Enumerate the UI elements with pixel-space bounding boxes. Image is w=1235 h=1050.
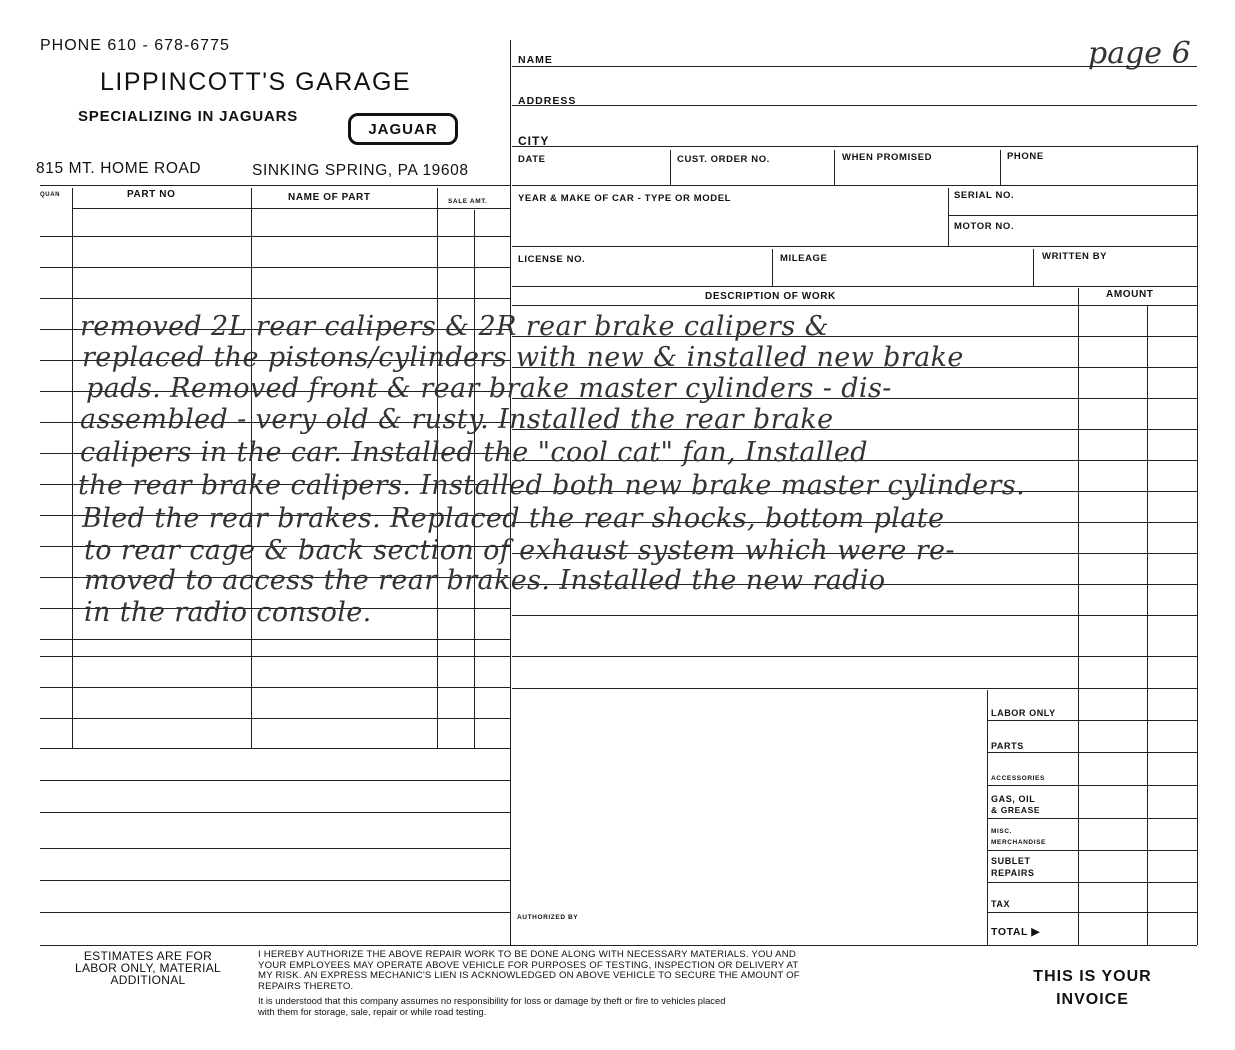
grease-label: & GREASE xyxy=(991,805,1041,815)
shop-phone: PHONE 610 - 678-6775 xyxy=(40,37,230,54)
form-rule xyxy=(40,848,510,849)
form-rule xyxy=(40,748,510,749)
handwritten-line: to rear cage & back section of exhaust system which were re- xyxy=(84,535,955,566)
rule xyxy=(512,66,1197,67)
license-no-label: LICENSE NO. xyxy=(518,254,586,265)
quan-header: QUAN xyxy=(40,192,61,198)
form-rule xyxy=(40,656,510,657)
form-rule xyxy=(40,812,510,813)
rule xyxy=(437,188,438,748)
form-rule xyxy=(40,687,510,688)
total-label: TOTAL ▶ xyxy=(991,926,1041,938)
cust-order-label: CUST. ORDER NO. xyxy=(677,154,770,165)
sublet-label: SUBLET xyxy=(991,856,1031,866)
when-promised-label: WHEN PROMISED xyxy=(842,152,933,163)
rule xyxy=(987,690,988,945)
business-name: LIPPINCOTT'S GARAGE xyxy=(100,68,412,96)
city-label: CITY xyxy=(518,134,550,148)
rule xyxy=(72,208,510,209)
handwritten-line: calipers in the car. Installed the "cool cat" fan, Installed xyxy=(80,437,868,468)
rule xyxy=(948,215,1197,216)
handwritten-line: the rear brake calipers. Installed both new brake master cylinders. xyxy=(78,470,1026,501)
authorization-line: REPAIRS THERETO. xyxy=(258,980,354,992)
estimates-line: LABOR ONLY, MATERIAL xyxy=(74,961,222,975)
form-rule xyxy=(512,656,1197,657)
jaguar-logo-text: JAGUAR xyxy=(368,120,438,138)
address-label: ADDRESS xyxy=(518,95,577,107)
authorization-text xyxy=(258,950,983,992)
rule xyxy=(1033,249,1034,286)
repairs-label: REPAIRS xyxy=(991,868,1035,878)
motor-no-label: MOTOR NO. xyxy=(954,221,1015,232)
form-rule xyxy=(40,912,510,913)
handwritten-line: assembled - very old & rusty. Installed the rear brake xyxy=(80,404,834,435)
rule xyxy=(512,286,1197,287)
tax-label: TAX xyxy=(991,899,1011,909)
form-rule xyxy=(987,912,1197,913)
rule xyxy=(40,185,510,186)
invoice-line: INVOICE xyxy=(1056,991,1129,1008)
form-rule xyxy=(987,850,1197,851)
handwritten-line: pads. Removed front & rear brake master cylinders - dis- xyxy=(86,373,892,404)
rule xyxy=(512,105,1197,106)
rule xyxy=(40,945,1197,946)
rule xyxy=(772,249,773,286)
form-rule xyxy=(40,236,510,237)
rule xyxy=(512,146,1197,147)
handwritten-line: Bled the rear brakes. Replaced the rear shocks, bottom plate xyxy=(82,503,945,534)
rule xyxy=(1000,150,1001,185)
business-specialty: SPECIALIZING IN JAGUARS xyxy=(78,108,299,125)
serial-no-label: SERIAL NO. xyxy=(954,190,1015,201)
handwritten-line: replaced the pistons/cylinders with new & installed new brake xyxy=(82,342,964,373)
labor-only-label: LABOR ONLY xyxy=(991,708,1056,718)
part-no-header: PART NO xyxy=(127,189,176,200)
rule xyxy=(512,305,1197,306)
form-rule xyxy=(40,780,510,781)
estimates-line: ADDITIONAL xyxy=(110,973,186,987)
authorization-line: MY RISK. AN EXPRESS MECHANIC'S LIEN IS ACKNOWLEDGED ON ABOVE VEHICLE TO SECURE THE AMOUNT OF xyxy=(258,970,800,981)
handwritten-line: removed 2L rear calipers & 2R rear brake calipers & xyxy=(80,311,830,342)
form-rule xyxy=(40,639,510,640)
description-of-work-header: DESCRIPTION OF WORK xyxy=(705,291,836,302)
form-rule xyxy=(40,267,510,268)
invoice-note xyxy=(1005,965,1180,1011)
liability-line: It is understood that this company assumes no responsibility for loss or damage by theft or fire to vehicles placed xyxy=(258,995,726,1006)
form-rule xyxy=(40,880,510,881)
form-rule xyxy=(987,785,1197,786)
rule xyxy=(72,188,73,748)
rule xyxy=(1078,288,1079,945)
mileage-label: MILEAGE xyxy=(780,253,828,264)
parts-label: PARTS xyxy=(991,741,1024,751)
shop-address: 815 MT. HOME ROAD xyxy=(36,160,202,177)
rule xyxy=(834,150,835,185)
gas-oil-label: GAS, OIL xyxy=(991,794,1036,804)
estimates-line: ESTIMATES ARE FOR xyxy=(83,949,213,963)
rule xyxy=(670,150,671,185)
rule xyxy=(512,185,1197,186)
authorization-line: I HEREBY AUTHORIZE THE ABOVE REPAIR WORK TO BE DONE ALONG WITH NECESSARY MATERIALS. YOU AND xyxy=(258,949,796,960)
estimates-note xyxy=(48,950,248,986)
form-rule xyxy=(512,688,1197,689)
form-rule xyxy=(987,752,1197,753)
written-by-label: WRITTEN BY xyxy=(1042,251,1108,262)
sale-amt-header: SALE AMT. xyxy=(448,198,488,205)
rule xyxy=(512,246,1197,247)
phone-label: PHONE xyxy=(1007,151,1044,162)
page-number-note: page 6 xyxy=(1088,36,1191,71)
authorization-line: YOUR EMPLOYEES MAY OPERATE ABOVE VEHICLE FOR PURPOSES OF TESTING, INSPECTION OR DELIVERY AT xyxy=(258,959,799,971)
liability-text xyxy=(258,995,983,1017)
date-label: DATE xyxy=(518,154,546,165)
handwritten-line: in the radio console. xyxy=(84,597,372,628)
name-of-part-header: NAME OF PART xyxy=(288,192,371,203)
year-make-label: YEAR & MAKE OF CAR - TYPE OR MODEL xyxy=(518,193,732,204)
form-rule xyxy=(512,615,1197,616)
amount-header: AMOUNT xyxy=(1106,289,1154,300)
form-rule xyxy=(987,882,1197,883)
handwritten-line: moved to access the rear brakes. Installed the new radio xyxy=(84,565,886,596)
form-rule xyxy=(40,298,510,299)
shop-city-state: SINKING SPRING, PA 19608 xyxy=(252,162,469,179)
liability-line: with them for storage, sale, repair or while road testing. xyxy=(258,1006,487,1017)
rule xyxy=(251,188,252,748)
merchandise-label: MERCHANDISE xyxy=(991,839,1046,846)
rule xyxy=(948,188,949,246)
form-rule xyxy=(987,720,1197,721)
form-rule xyxy=(987,818,1197,819)
right-edge xyxy=(1197,145,1198,945)
name-label: NAME xyxy=(518,54,553,66)
authorized-by-label: AUTHORIZED BY xyxy=(517,914,579,921)
rule xyxy=(1147,305,1148,945)
accessories-label: ACCESSORIES xyxy=(991,775,1045,782)
form-rule xyxy=(40,718,510,719)
jaguar-logo xyxy=(348,113,458,145)
misc-label: MISC. xyxy=(991,828,1013,835)
invoice-line: THIS IS YOUR xyxy=(1033,968,1152,985)
